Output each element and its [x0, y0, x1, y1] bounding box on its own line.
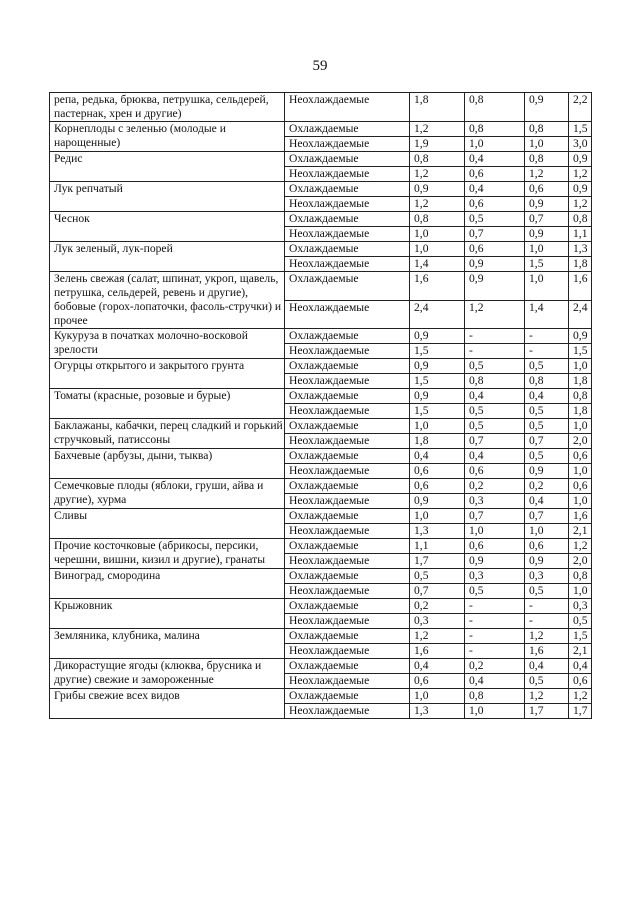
norm-value-cell: 1,5	[525, 257, 569, 272]
norm-value-cell: -	[465, 599, 525, 614]
storage-type-cell: Неохлаждаемые	[285, 464, 410, 479]
product-name-cell: Зелень свежая (салат, шпинат, укроп, щавель, петрушка, сельдерей, ревень и другие), бобовые (горох-лопаточки, фасоль-стручки) и прочее	[50, 272, 285, 329]
norm-value-cell: 0,9	[410, 329, 465, 344]
norm-value-cell: 0,9	[569, 329, 592, 344]
storage-type-cell: Охлаждаемые	[285, 569, 410, 584]
storage-type-cell: Неохлаждаемые	[285, 197, 410, 212]
storage-type-cell: Неохлаждаемые	[285, 584, 410, 599]
norm-value-cell: 1,6	[569, 272, 592, 301]
storage-type-cell: Неохлаждаемые	[285, 614, 410, 629]
norm-value-cell: -	[465, 644, 525, 659]
norm-value-cell: 1,0	[410, 419, 465, 434]
norm-value-cell: 1,2	[525, 689, 569, 704]
norm-value-cell: 0,6	[410, 464, 465, 479]
norm-value-cell: 1,3	[410, 524, 465, 539]
table-row	[50, 272, 592, 301]
storage-type-cell: Неохлаждаемые	[285, 374, 410, 389]
norm-value-cell: 1,2	[569, 197, 592, 212]
norm-value-cell: 1,8	[569, 404, 592, 419]
norm-value-cell: 0,9	[410, 359, 465, 374]
norm-value-cell: 2,2	[569, 93, 592, 122]
norm-value-cell: 0,4	[465, 449, 525, 464]
product-name-cell: Виноград, смородина	[50, 569, 285, 599]
storage-type-cell: Охлаждаемые	[285, 629, 410, 644]
norm-value-cell: 0,8	[465, 122, 525, 137]
norm-value-cell: 2,4	[569, 300, 592, 329]
product-name-cell: Корнеплоды с зеленью (молодые и нарощенные)	[50, 122, 285, 152]
storage-type-cell: Неохлаждаемые	[285, 300, 410, 329]
product-name-cell: Земляника, клубника, малина	[50, 629, 285, 659]
norm-value-cell: 1,6	[569, 509, 592, 524]
norm-value-cell: 0,4	[525, 494, 569, 509]
norm-value-cell: 1,1	[569, 227, 592, 242]
norm-value-cell: 0,3	[569, 599, 592, 614]
storage-type-cell: Охлаждаемые	[285, 272, 410, 301]
norm-value-cell: 1,0	[569, 359, 592, 374]
storage-type-cell: Неохлаждаемые	[285, 494, 410, 509]
norm-value-cell: 0,8	[569, 212, 592, 227]
norm-value-cell: 1,0	[410, 227, 465, 242]
norm-value-cell: 1,6	[410, 644, 465, 659]
norm-value-cell: 0,5	[465, 584, 525, 599]
norm-value-cell: 0,9	[465, 554, 525, 569]
norm-value-cell: 1,3	[569, 242, 592, 257]
norm-value-cell: 1,2	[569, 167, 592, 182]
table-row	[50, 242, 592, 257]
product-name-cell: Чеснок	[50, 212, 285, 242]
norm-value-cell: 0,5	[525, 584, 569, 599]
norm-value-cell: 2,0	[569, 554, 592, 569]
norm-value-cell: 0,5	[465, 212, 525, 227]
table-row	[50, 419, 592, 434]
norm-value-cell: 0,8	[525, 122, 569, 137]
norm-value-cell: 0,5	[465, 419, 525, 434]
norm-value-cell: 0,8	[525, 152, 569, 167]
norm-value-cell: 0,8	[569, 389, 592, 404]
norm-value-cell: 0,7	[465, 509, 525, 524]
storage-type-cell: Охлаждаемые	[285, 689, 410, 704]
norm-value-cell: 1,0	[465, 524, 525, 539]
table-row	[50, 449, 592, 464]
storage-type-cell: Неохлаждаемые	[285, 674, 410, 689]
norm-value-cell: -	[525, 599, 569, 614]
norm-value-cell: 0,3	[465, 494, 525, 509]
norm-value-cell: 0,6	[525, 539, 569, 554]
norm-value-cell: -	[465, 629, 525, 644]
storage-type-cell: Охлаждаемые	[285, 659, 410, 674]
storage-type-cell: Охлаждаемые	[285, 329, 410, 344]
table-row	[50, 569, 592, 584]
norm-value-cell: 0,6	[465, 242, 525, 257]
norm-value-cell: 1,8	[569, 257, 592, 272]
storage-type-cell: Охлаждаемые	[285, 419, 410, 434]
table-row	[50, 93, 592, 122]
norm-value-cell: 0,4	[569, 659, 592, 674]
norm-value-cell: 1,8	[410, 434, 465, 449]
norm-value-cell: 0,2	[465, 479, 525, 494]
storage-type-cell: Охлаждаемые	[285, 599, 410, 614]
table-row	[50, 152, 592, 167]
norm-value-cell: 0,9	[569, 152, 592, 167]
norm-value-cell: 0,8	[525, 374, 569, 389]
table-row	[50, 479, 592, 494]
norm-value-cell: 1,8	[410, 93, 465, 122]
product-name-cell: Дикорастущие ягоды (клюква, брусника и другие) свежие и замороженные	[50, 659, 285, 689]
norm-value-cell: 1,0	[569, 584, 592, 599]
norm-value-cell: 1,7	[410, 554, 465, 569]
norm-value-cell: 0,5	[465, 359, 525, 374]
norm-value-cell: 1,0	[410, 689, 465, 704]
norm-value-cell: 1,4	[410, 257, 465, 272]
storage-type-cell: Охлаждаемые	[285, 359, 410, 374]
norm-value-cell: 0,4	[465, 152, 525, 167]
storage-type-cell: Неохлаждаемые	[285, 167, 410, 182]
norm-value-cell: 1,2	[569, 539, 592, 554]
product-name-cell: Редис	[50, 152, 285, 182]
norm-value-cell: 1,0	[465, 704, 525, 719]
norm-value-cell: 0,6	[410, 479, 465, 494]
storage-type-cell: Охлаждаемые	[285, 389, 410, 404]
norm-value-cell: 0,8	[410, 152, 465, 167]
norm-value-cell: 2,0	[569, 434, 592, 449]
norm-value-cell: 0,5	[569, 614, 592, 629]
norm-value-cell: 0,9	[525, 93, 569, 122]
storage-type-cell: Охлаждаемые	[285, 152, 410, 167]
norm-value-cell: 1,2	[465, 300, 525, 329]
norm-value-cell: 1,0	[569, 494, 592, 509]
norm-value-cell: 1,0	[525, 524, 569, 539]
product-name-cell: Бахчевые (арбузы, дыни, тыква)	[50, 449, 285, 479]
product-name-cell: Грибы свежие всех видов	[50, 689, 285, 719]
norm-value-cell: 1,5	[410, 344, 465, 359]
norm-value-cell: 0,5	[525, 674, 569, 689]
product-name-cell: Томаты (красные, розовые и бурые)	[50, 389, 285, 419]
storage-type-cell: Неохлаждаемые	[285, 644, 410, 659]
norm-value-cell: 0,4	[465, 674, 525, 689]
storage-type-cell: Неохлаждаемые	[285, 704, 410, 719]
norm-value-cell: 0,6	[569, 674, 592, 689]
norm-value-cell: 0,8	[465, 689, 525, 704]
norm-value-cell: 0,3	[410, 614, 465, 629]
norm-value-cell: 0,9	[465, 257, 525, 272]
norm-value-cell: -	[465, 329, 525, 344]
norm-value-cell: 1,2	[410, 197, 465, 212]
norm-value-cell: 2,1	[569, 524, 592, 539]
norm-value-cell: 0,9	[410, 494, 465, 509]
norm-value-cell: 0,7	[465, 434, 525, 449]
table-row	[50, 689, 592, 704]
norm-value-cell: 1,0	[569, 419, 592, 434]
norm-value-cell: 1,0	[410, 509, 465, 524]
norm-value-cell: 1,4	[525, 300, 569, 329]
norm-value-cell: 2,4	[410, 300, 465, 329]
product-name-cell: Семечковые плоды (яблоки, груши, айва и другие), хурма	[50, 479, 285, 509]
norm-value-cell: 1,1	[410, 539, 465, 554]
product-name-cell: Лук репчатый	[50, 182, 285, 212]
table-row	[50, 212, 592, 227]
norm-value-cell: 0,8	[465, 374, 525, 389]
table-body	[50, 93, 592, 719]
norm-value-cell: 0,5	[525, 449, 569, 464]
norm-value-cell: 0,9	[525, 464, 569, 479]
product-name-cell: репа, редька, брюква, петрушка, сельдерей, пастернак, хрен и другие)	[50, 93, 285, 122]
norm-value-cell: -	[525, 344, 569, 359]
storage-type-cell: Неохлаждаемые	[285, 554, 410, 569]
norm-value-cell: 3,0	[569, 137, 592, 152]
norm-value-cell: 0,6	[465, 539, 525, 554]
norm-value-cell: 0,2	[410, 599, 465, 614]
norm-value-cell: 1,2	[410, 167, 465, 182]
norm-value-cell: 0,2	[465, 659, 525, 674]
norm-value-cell: 1,5	[569, 629, 592, 644]
norm-value-cell: 0,6	[525, 182, 569, 197]
loss-norms-table	[49, 92, 592, 719]
norm-value-cell: 1,9	[410, 137, 465, 152]
norm-value-cell: 0,6	[410, 674, 465, 689]
norm-value-cell: 0,5	[525, 419, 569, 434]
norm-value-cell: -	[525, 614, 569, 629]
table-row	[50, 659, 592, 674]
norm-value-cell: 1,2	[569, 689, 592, 704]
table-row	[50, 629, 592, 644]
norm-value-cell: 1,5	[569, 344, 592, 359]
norm-value-cell: 0,9	[525, 554, 569, 569]
norm-value-cell: 0,4	[525, 389, 569, 404]
page-number: 59	[312, 58, 328, 74]
table-row	[50, 509, 592, 524]
norm-value-cell: 0,4	[465, 389, 525, 404]
norm-value-cell: -	[465, 344, 525, 359]
norm-value-cell: 1,3	[410, 704, 465, 719]
norm-value-cell: 0,7	[525, 434, 569, 449]
norm-value-cell: 1,2	[410, 629, 465, 644]
norm-value-cell: 0,6	[569, 479, 592, 494]
product-name-cell: Кукуруза в початках молочно-восковой зрелости	[50, 329, 285, 359]
table-row	[50, 359, 592, 374]
norm-value-cell: 0,9	[525, 227, 569, 242]
norm-value-cell: 0,8	[569, 569, 592, 584]
norm-value-cell: 0,9	[525, 197, 569, 212]
norm-value-cell: 0,5	[465, 404, 525, 419]
norm-value-cell: 0,4	[410, 449, 465, 464]
table-row	[50, 389, 592, 404]
norm-value-cell: 1,5	[410, 404, 465, 419]
storage-type-cell: Охлаждаемые	[285, 449, 410, 464]
norm-value-cell: 0,5	[525, 359, 569, 374]
norm-value-cell: 0,7	[525, 212, 569, 227]
product-name-cell: Сливы	[50, 509, 285, 539]
norm-value-cell: 1,5	[410, 374, 465, 389]
norm-value-cell: 1,2	[525, 629, 569, 644]
product-name-cell: Огурцы открытого и закрытого грунта	[50, 359, 285, 389]
norm-value-cell: 1,0	[525, 272, 569, 301]
product-name-cell: Крыжовник	[50, 599, 285, 629]
norm-value-cell: -	[525, 329, 569, 344]
storage-type-cell: Неохлаждаемые	[285, 257, 410, 272]
storage-type-cell: Охлаждаемые	[285, 509, 410, 524]
storage-type-cell: Неохлаждаемые	[285, 93, 410, 122]
storage-type-cell: Неохлаждаемые	[285, 137, 410, 152]
norm-value-cell: 0,2	[525, 479, 569, 494]
norm-value-cell: 1,0	[410, 242, 465, 257]
norm-value-cell: 1,7	[569, 704, 592, 719]
norm-value-cell: 0,4	[410, 659, 465, 674]
norm-value-cell: -	[465, 614, 525, 629]
storage-type-cell: Охлаждаемые	[285, 539, 410, 554]
product-name-cell: Баклажаны, кабачки, перец сладкий и горький стручковый, патиссоны	[50, 419, 285, 449]
norm-value-cell: 1,5	[569, 122, 592, 137]
norm-value-cell: 0,6	[465, 197, 525, 212]
norm-value-cell: 0,9	[410, 182, 465, 197]
table-row	[50, 329, 592, 344]
norm-value-cell: 0,9	[410, 389, 465, 404]
norm-value-cell: 0,8	[465, 93, 525, 122]
storage-type-cell: Охлаждаемые	[285, 479, 410, 494]
storage-type-cell: Охлаждаемые	[285, 182, 410, 197]
product-name-cell: Прочие косточковые (абрикосы, персики, черешни, вишни, кизил и другие), гранаты	[50, 539, 285, 569]
norm-value-cell: 1,7	[525, 704, 569, 719]
storage-type-cell: Неохлаждаемые	[285, 344, 410, 359]
storage-type-cell: Неохлаждаемые	[285, 227, 410, 242]
storage-type-cell: Неохлаждаемые	[285, 524, 410, 539]
table-row	[50, 182, 592, 197]
norm-value-cell: 0,4	[525, 659, 569, 674]
storage-type-cell: Охлаждаемые	[285, 212, 410, 227]
norm-value-cell: 0,7	[410, 584, 465, 599]
storage-type-cell: Охлаждаемые	[285, 122, 410, 137]
norm-value-cell: 1,6	[410, 272, 465, 301]
norm-value-cell: 0,8	[410, 212, 465, 227]
norm-value-cell: 0,9	[465, 272, 525, 301]
norm-value-cell: 2,1	[569, 644, 592, 659]
norm-value-cell: 1,2	[410, 122, 465, 137]
storage-type-cell: Неохлаждаемые	[285, 404, 410, 419]
storage-type-cell: Неохлаждаемые	[285, 434, 410, 449]
norm-value-cell: 0,5	[525, 404, 569, 419]
norm-value-cell: 0,5	[410, 569, 465, 584]
table-row	[50, 122, 592, 137]
norm-value-cell: 1,6	[525, 644, 569, 659]
norm-value-cell: 0,7	[525, 509, 569, 524]
norm-value-cell: 0,6	[465, 167, 525, 182]
product-name-cell: Лук зеленый, лук-порей	[50, 242, 285, 272]
norm-value-cell: 1,0	[569, 464, 592, 479]
norm-value-cell: 0,7	[465, 227, 525, 242]
table-row	[50, 599, 592, 614]
norm-value-cell: 1,2	[525, 167, 569, 182]
norm-value-cell: 0,3	[525, 569, 569, 584]
norm-value-cell: 0,9	[569, 182, 592, 197]
norm-value-cell: 0,6	[465, 464, 525, 479]
norm-value-cell: 0,3	[465, 569, 525, 584]
norm-value-cell: 1,0	[465, 137, 525, 152]
storage-type-cell: Охлаждаемые	[285, 242, 410, 257]
norm-value-cell: 0,4	[465, 182, 525, 197]
norm-value-cell: 1,8	[569, 374, 592, 389]
norm-value-cell: 1,0	[525, 137, 569, 152]
table-row	[50, 539, 592, 554]
norm-value-cell: 1,0	[525, 242, 569, 257]
norm-value-cell: 0,6	[569, 449, 592, 464]
